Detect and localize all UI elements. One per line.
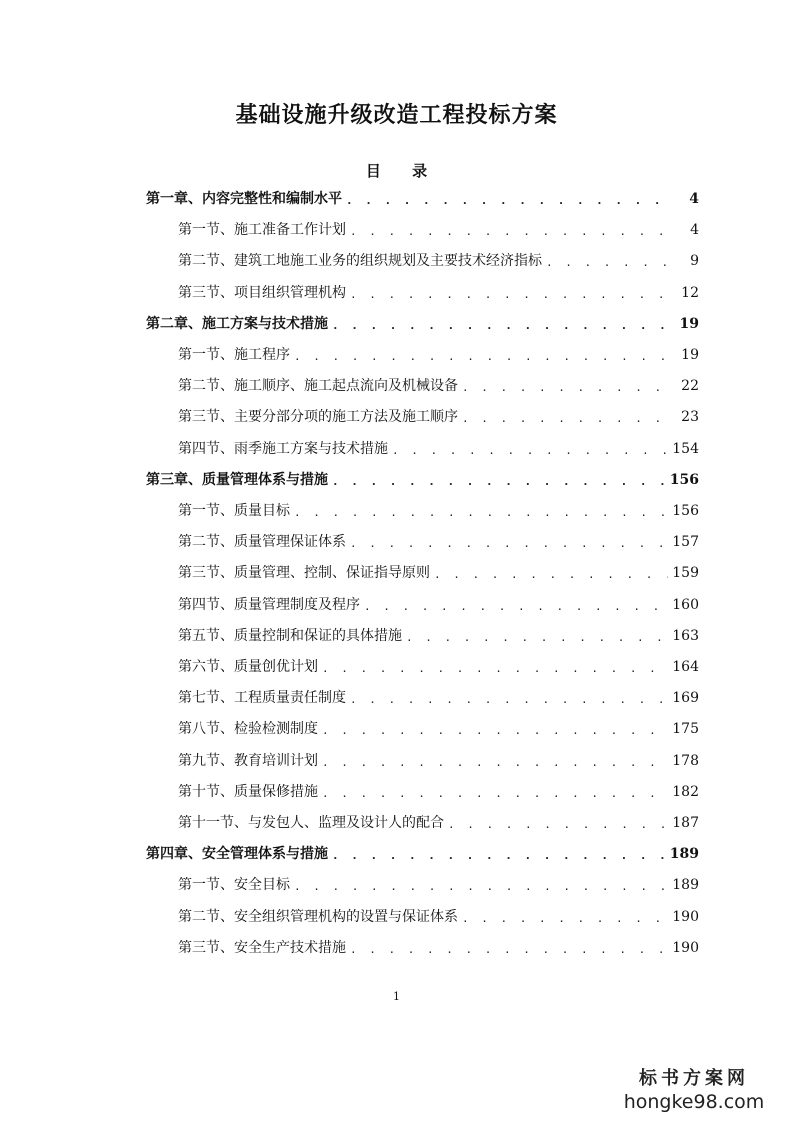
toc-entry-page: 187	[672, 815, 699, 831]
toc-entry-page: 169	[672, 690, 699, 707]
toc-entry-label: 第七节、工程质量责任制度	[178, 690, 346, 707]
toc-entry-page: 154	[672, 440, 699, 457]
toc-dot-leader	[350, 691, 668, 709]
toc-entry-page: 23	[681, 409, 699, 426]
toc-section-entry[interactable]	[178, 562, 699, 584]
toc-dot-leader	[322, 722, 668, 740]
toc-entry-label: 第一节、安全目标	[178, 877, 290, 894]
toc-dot-leader	[350, 286, 675, 304]
toc-entry-label: 第二节、安全组织管理机构的设置与保证体系	[178, 908, 458, 925]
toc-dot-leader	[322, 785, 668, 803]
watermark-url: hongke98.com	[623, 1091, 765, 1113]
toc-dot-leader	[350, 941, 668, 959]
toc-section-entry[interactable]	[178, 438, 699, 460]
toc-section-entry[interactable]	[178, 625, 699, 647]
toc-section-entry[interactable]	[178, 282, 699, 304]
toc-entry-label: 第一节、施工准备工作计划	[178, 222, 346, 239]
toc-section-entry[interactable]	[178, 718, 699, 740]
toc-dot-leader	[406, 629, 668, 647]
toc-dot-leader	[332, 473, 666, 491]
toc-dot-leader	[392, 442, 668, 460]
toc-entry-label: 第二节、施工顺序、施工起点流向及机械设备	[178, 378, 458, 395]
toc-entry-label: 第一节、质量目标	[178, 503, 290, 519]
toc-entry-page: 156	[672, 503, 699, 519]
toc-chapter-entry[interactable]	[146, 188, 699, 210]
toc-entry-label: 第三节、项目组织管理机构	[178, 284, 346, 301]
toc-entry-label: 第一章、内容完整性和编制水平	[146, 191, 342, 207]
toc-dot-leader	[462, 379, 675, 397]
toc-dot-leader	[294, 878, 668, 896]
toc-dot-leader	[322, 754, 668, 772]
toc-dot-leader	[322, 660, 668, 678]
toc-entry-label: 第六节、质量创优计划	[178, 659, 318, 675]
toc-entry-label: 第十节、质量保修措施	[178, 783, 318, 800]
toc-entry-page: 190	[672, 908, 699, 925]
toc-entry-page: 178	[672, 752, 699, 769]
toc-dot-leader	[294, 348, 675, 366]
toc-dot-leader	[364, 598, 668, 616]
toc-entry-label: 第四章、安全管理体系与措施	[146, 846, 328, 863]
toc-entry-page: 163	[672, 627, 699, 644]
toc-entry-page: 22	[681, 378, 699, 395]
toc-section-entry[interactable]	[178, 750, 699, 772]
toc-dot-leader	[350, 535, 668, 553]
toc-entry-page: 4	[690, 222, 699, 239]
toc-entry-page: 189	[669, 846, 699, 863]
toc-section-entry[interactable]	[178, 656, 699, 678]
toc-chapter-entry[interactable]	[146, 843, 699, 865]
toc-entry-page: 189	[672, 877, 699, 894]
toc-chapter-entry[interactable]	[146, 469, 699, 491]
toc-dot-leader	[434, 566, 668, 584]
toc-entry-page: 9	[690, 253, 699, 270]
toc-entry-page: 156	[669, 471, 699, 488]
toc-entry-page: 175	[672, 721, 699, 738]
toc-dot-leader	[462, 410, 675, 428]
toc-entry-page: 182	[672, 783, 699, 800]
toc-entry-label: 第九节、教育培训计划	[178, 752, 318, 769]
toc-entry-label: 第十一节、与发包人、监理及设计人的配合	[178, 815, 444, 831]
toc-entry-label: 第四节、雨季施工方案与技术措施	[178, 440, 388, 457]
toc-entry-page: 19	[679, 315, 699, 332]
toc-entry-label: 第一节、施工程序	[178, 347, 290, 363]
toc-entry-label: 第三节、主要分部分项的施工方法及施工顺序	[178, 409, 458, 426]
toc-section-entry[interactable]	[178, 406, 699, 428]
toc-entry-page: 4	[689, 191, 699, 207]
toc-section-entry[interactable]	[178, 531, 699, 553]
toc-section-entry[interactable]	[178, 344, 699, 366]
watermark	[609, 1068, 779, 1114]
toc-section-entry[interactable]	[178, 781, 699, 803]
toc-heading: 目 录	[365, 162, 428, 180]
toc-entry-label: 第三章、质量管理体系与措施	[146, 471, 328, 488]
toc-section-entry[interactable]	[178, 906, 699, 928]
toc-section-entry[interactable]	[178, 812, 699, 834]
toc-entry-page: 190	[672, 939, 699, 956]
toc-section-entry[interactable]	[178, 250, 699, 272]
toc-entry-label: 第二节、建筑工地施工业务的组织规划及主要技术经济指标	[178, 253, 542, 270]
toc-section-entry[interactable]	[178, 874, 699, 896]
toc-dot-leader	[462, 910, 668, 928]
toc-dot-leader	[332, 847, 666, 865]
toc-entry-label: 第二章、施工方案与技术措施	[146, 315, 328, 332]
toc-entry-page: 157	[672, 534, 699, 551]
toc-dot-leader	[546, 254, 675, 272]
toc-dot-leader	[350, 223, 675, 241]
toc-entry-page: 160	[672, 596, 699, 613]
toc-entry-label: 第五节、质量控制和保证的具体措施	[178, 627, 402, 644]
toc-section-entry[interactable]	[178, 375, 699, 397]
toc-dot-leader	[294, 504, 668, 522]
toc-chapter-entry[interactable]	[146, 313, 699, 335]
page-number: 1	[393, 990, 400, 1003]
toc-dot-leader	[332, 317, 675, 335]
document-title: 基础设施升级改造工程投标方案	[235, 102, 558, 128]
toc-entry-page: 164	[672, 659, 699, 675]
toc-entry-label: 第四节、质量管理制度及程序	[178, 596, 360, 613]
toc-section-entry[interactable]	[178, 594, 699, 616]
toc-dot-leader	[346, 192, 675, 210]
toc-section-entry[interactable]	[178, 937, 699, 959]
watermark-name: 标书方案网	[639, 1068, 749, 1089]
toc-entry-label: 第三节、安全生产技术措施	[178, 939, 346, 956]
toc-section-entry[interactable]	[178, 687, 699, 709]
toc-dot-leader	[448, 816, 668, 834]
toc-section-entry[interactable]	[178, 500, 699, 522]
toc-entry-page: 19	[681, 347, 699, 363]
toc-entry-page: 12	[681, 284, 699, 301]
toc-entry-label: 第三节、质量管理、控制、保证指导原则	[178, 565, 430, 582]
toc-section-entry[interactable]	[178, 219, 699, 241]
toc-entry-label: 第二节、质量管理保证体系	[178, 534, 346, 551]
toc-entry-label: 第八节、检验检测制度	[178, 721, 318, 738]
toc-entry-page: 159	[672, 565, 699, 582]
